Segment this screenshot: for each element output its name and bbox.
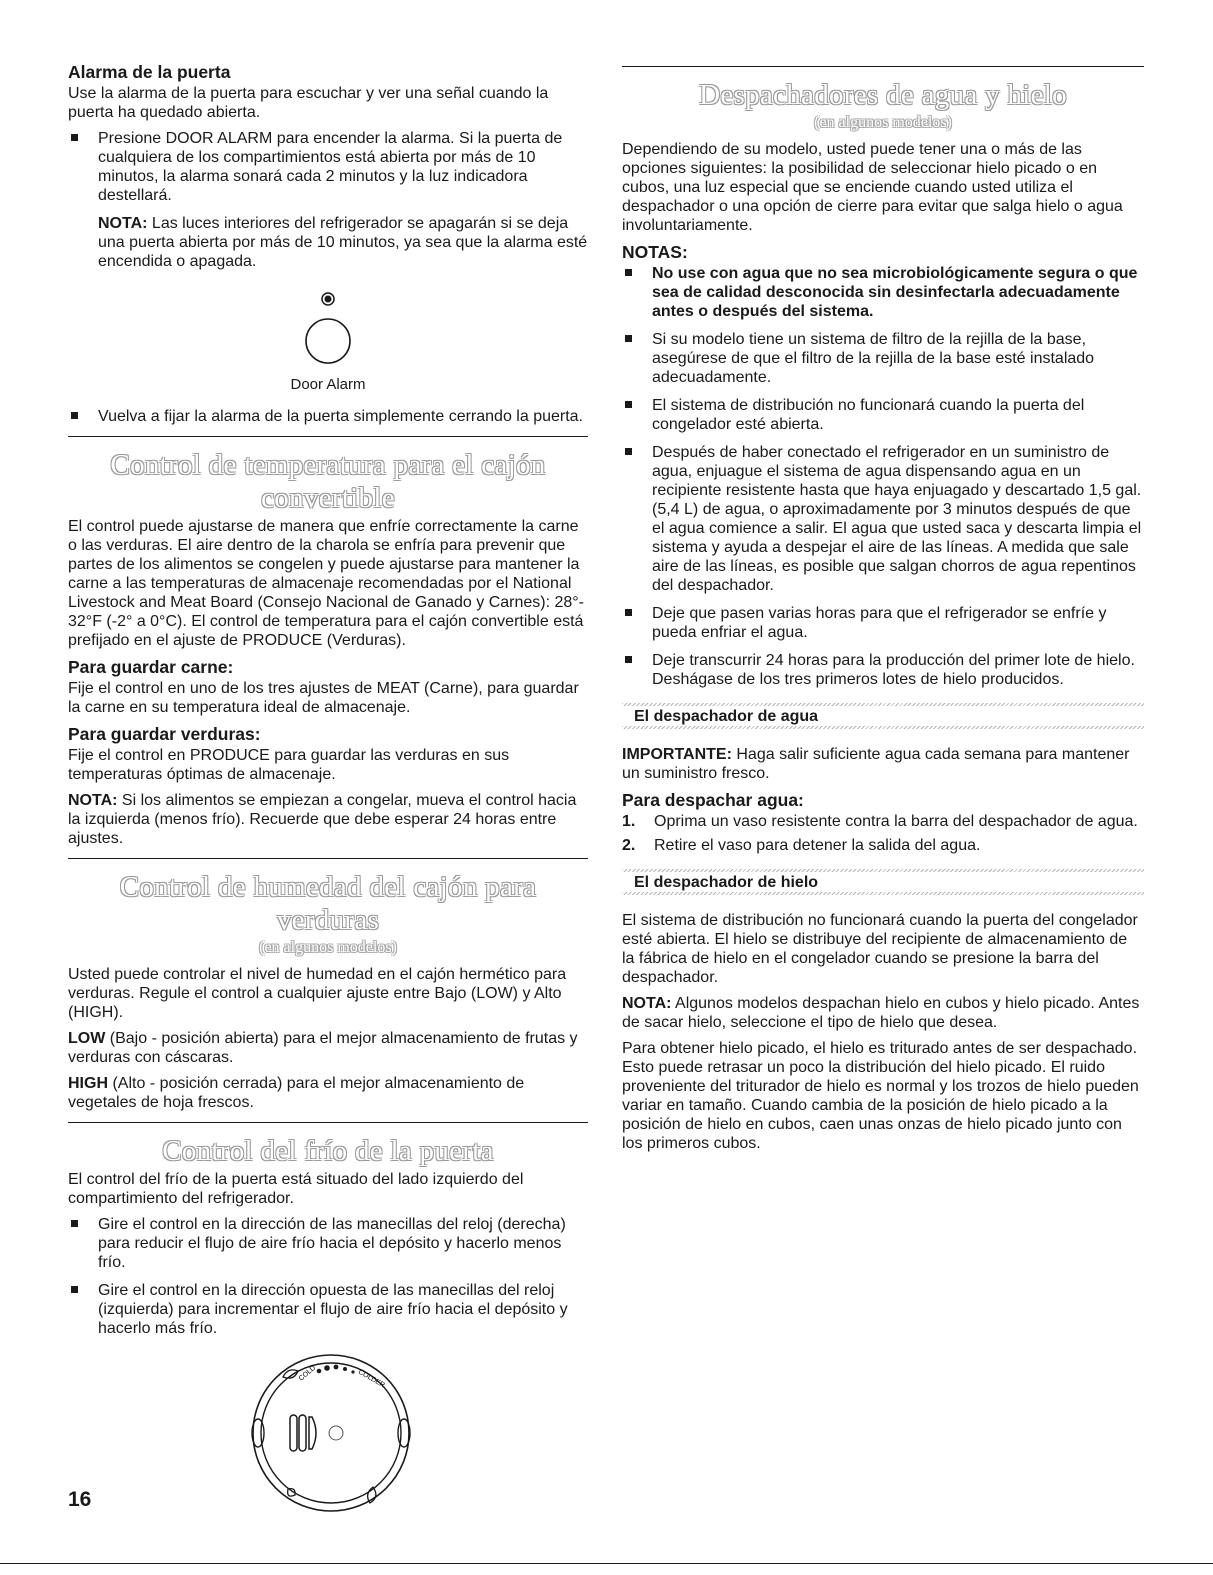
door-cold-bullet-1: Gire el control en la dirección de las manecillas del reloj (derecha) para reducir el flujo de aire frío hacia el depósito y hacerlo menos frío. (68, 1215, 588, 1272)
ice-body: El sistema de distribución no funcionará cuando la puerta del congelador esté abierta. El hielo se distribuye del recipiente de almacenamiento de la fábrica de hielo en el congelador cuando se presione la barra del despachador. (622, 912, 1138, 986)
left-column (68, 62, 588, 1517)
door-alarm-heading: Alarma de la puerta (68, 62, 231, 82)
door-alarm-bullet-1: Presione DOOR ALARM para encender la alarma. Si la puerta de cualquiera de los compartimientos está abierta por más de 10 minutos, la alarma sonará cada 2 minutos y la luz indicadora destellará. (68, 129, 588, 205)
humidity-high (68, 1074, 588, 1112)
important-text: Haga salir suficiente agua cada semana para mantener un suministro fresco. (622, 746, 1130, 782)
step-number: 1. (622, 813, 636, 830)
note-label: NOTA: (68, 792, 118, 809)
water-dispenser-band (622, 699, 1144, 733)
notes-heading: NOTAS: (622, 242, 688, 262)
low-label: LOW (68, 1030, 106, 1047)
section-divider (68, 858, 588, 859)
note-text: Las luces interiores del refrigerador se apagarán si se deja una puerta abierta por más de 10 minutos, ya sea que la alarma esté encendida o apagada. (98, 215, 588, 270)
humidity-subtitle: (en algunos modelos) (259, 939, 397, 956)
door-alarm-bullets-2 (68, 407, 588, 426)
convertible-note (68, 791, 588, 848)
dispensers-body: Dependiendo de su modelo, usted puede tener una o más de las opciones siguientes: la posibilidad de seleccionar hielo picado o en cubos, una luz especial que se enciende cuando usted utiliza el despachador o una opción de cierre para evitar que salga hielo o agua involuntariamente. (622, 141, 1123, 234)
note-label: NOTA: (98, 215, 148, 232)
step-text: Retire el vaso para detener la salida del agua. (654, 837, 981, 854)
ice-dispenser-heading: El despachador de hielo (634, 874, 819, 891)
dispensers-title: Despachadores de agua y hielo (699, 79, 1067, 111)
door-alarm-figure (68, 289, 588, 393)
water-steps-heading: Para despachar agua: (622, 790, 804, 810)
high-text: (Alto - posición cerrada) para el mejor almacenamiento de vegetales de hoja frescos. (68, 1075, 525, 1111)
humidity-low (68, 1029, 588, 1067)
right-column (622, 62, 1144, 1160)
door-cold-body: El control del frío de la puerta está situado del lado izquierdo del compartimiento del refrigerador. (68, 1171, 524, 1207)
dial-label-right: COLDER (357, 1368, 386, 1390)
door-cold-bullet-2: Gire el control en la dirección opuesta de las manecillas del reloj (izquierda) para incrementar el flujo de aire frío hacia el depósito y hacerlo más frío. (68, 1281, 588, 1338)
water-steps (622, 812, 1144, 855)
water-dispenser-heading: El despachador de agua (634, 708, 819, 725)
section-divider (68, 1122, 588, 1123)
list-item: El sistema de distribución no funcionará cuando la puerta del congelador esté abierta. (622, 396, 1144, 434)
list-item (622, 812, 1144, 831)
low-text: (Bajo - posición abierta) para el mejor almacenamiento de frutas y verduras con cáscaras. (68, 1030, 578, 1066)
door-alarm-intro: Use la alarma de la puerta para escuchar y ver una señal cuando la puerta ha quedado abierta. (68, 85, 549, 121)
door-alarm-bullet-2: Vuelva a fijar la alarma de la puerta simplemente cerrando la puerta. (68, 407, 588, 426)
list-item: Si su modelo tiene un sistema de filtro de la rejilla de la base, asegúrese de que el filtro de la rejilla de la base esté instalado adecuadamente. (622, 330, 1144, 387)
door-alarm-button-icon (298, 289, 358, 369)
page-bottom-rule (0, 1563, 1213, 1564)
ice-dispenser-band (622, 865, 1144, 899)
dispenser-notes (622, 264, 1144, 689)
door-cold-title: Control del frío de la puerta (162, 1135, 494, 1167)
humidity-body: Usted puede controlar el nivel de humedad en el cajón hermético para verduras. Regule el control a cualquier ajuste entre Bajo (LOW) y Alto (HIGH). (68, 966, 567, 1021)
page-number: 16 (68, 1488, 92, 1511)
note-label: NOTA: (622, 995, 672, 1012)
step-number: 2. (622, 837, 636, 854)
door-alarm-caption: Door Alarm (290, 376, 366, 393)
list-item: Después de haber conectado el refrigerador en un suministro de agua, enjuague el sistema de agua dispensando agua en un recipiente resistente hasta que haya enjuagado y descartado 1,5 gal. (5,4 L) de agua, o aproximadamente por 3 minutos después de que el agua comience a salir. El agua que usted saca y descarta limpia el sistema y ayuda a despejar el aire de las líneas. A medida que sale aire de las líneas, es posible que salgan chorros de agua repentinos del despachador. (622, 443, 1144, 595)
ice-crushed-text: Para obtener hielo picado, el hielo es triturado antes de ser despachado. Esto puede retrasar un poco la distribución del hielo picado. El ruido proveniente del triturador de hielo es normal y los trozos de hielo pueden variar en tamaño. Cuando cambia de la posición de hielo picado a la posición de hielo en cubos, caen unas onzas de hielo picado junto con los primeros cubos. (622, 1040, 1139, 1152)
section-divider (68, 436, 588, 437)
dispensers-subtitle: (en algunos modelos) (814, 114, 952, 131)
list-item: Deje transcurrir 24 horas para la producción del primer lote de hielo. Deshágase de los tres primeros lotes de hielo producidos. (622, 651, 1144, 689)
ice-note (622, 994, 1144, 1032)
list-item: Deje que pasen varias horas para que el refrigerador se enfríe y pueda enfriar el agua. (622, 604, 1144, 642)
door-cold-dial-figure (68, 1347, 588, 1517)
list-item (622, 836, 1144, 855)
door-cold-bullets (68, 1215, 588, 1338)
convertible-body: El control puede ajustarse de manera que enfríe correctamente la carne o las verduras. El aire dentro de la charola se enfría para prevenir que partes de los alimentos se congelen y puede ajustarse para mantener la carne a las temperaturas de almacenaje recomendadas por el National Livestock and Meat Board (Consejo Nacional de Ganado y Carnes): 28°- 32°F (-2° a 0°C). El control de temperatura para el cajón convertible está prefijado en el ajuste de PRODUCE (Verduras). (68, 518, 585, 649)
convertible-title: Control de temperatura para el cajón convertible (110, 449, 546, 514)
section-divider (622, 66, 1144, 67)
door-alarm-bullets (68, 129, 588, 205)
step-text: Oprima un vaso resistente contra la barra del despachador de agua. (654, 813, 1138, 830)
note-text: Si los alimentos se empiezan a congelar, mueva el control hacia la izquierda (menos frío). Recuerde que debe esperar 24 horas entre ajustes. (68, 792, 577, 847)
important-label: IMPORTANTE: (622, 746, 732, 763)
list-item: No use con agua que no sea microbiológicamente segura o que sea de calidad desconocida sin desinfectarla adecuadamente antes o después del sistema. (622, 264, 1144, 321)
veg-heading: Para guardar verduras: (68, 724, 261, 744)
dial-label-left: COLD (297, 1364, 318, 1383)
water-important (622, 745, 1144, 783)
meat-text: Fije el control en uno de los tres ajustes de MEAT (Carne), para guardar la carne en su temperatura ideal de almacenaje. (68, 680, 579, 716)
high-label: HIGH (68, 1075, 108, 1092)
cold-control-dial-icon (68, 1347, 588, 1517)
meat-heading: Para guardar carne: (68, 657, 234, 677)
note-text: Algunos modelos despachan hielo en cubos y hielo picado. Antes de sacar hielo, seleccione el tipo de hielo que desea. (622, 995, 1140, 1031)
humidity-title: Control de humedad del cajón para verduras (119, 871, 537, 936)
veg-text: Fije el control en PRODUCE para guardar las verduras en sus temperaturas óptimas de almacenaje. (68, 747, 510, 783)
door-alarm-note (68, 214, 588, 271)
